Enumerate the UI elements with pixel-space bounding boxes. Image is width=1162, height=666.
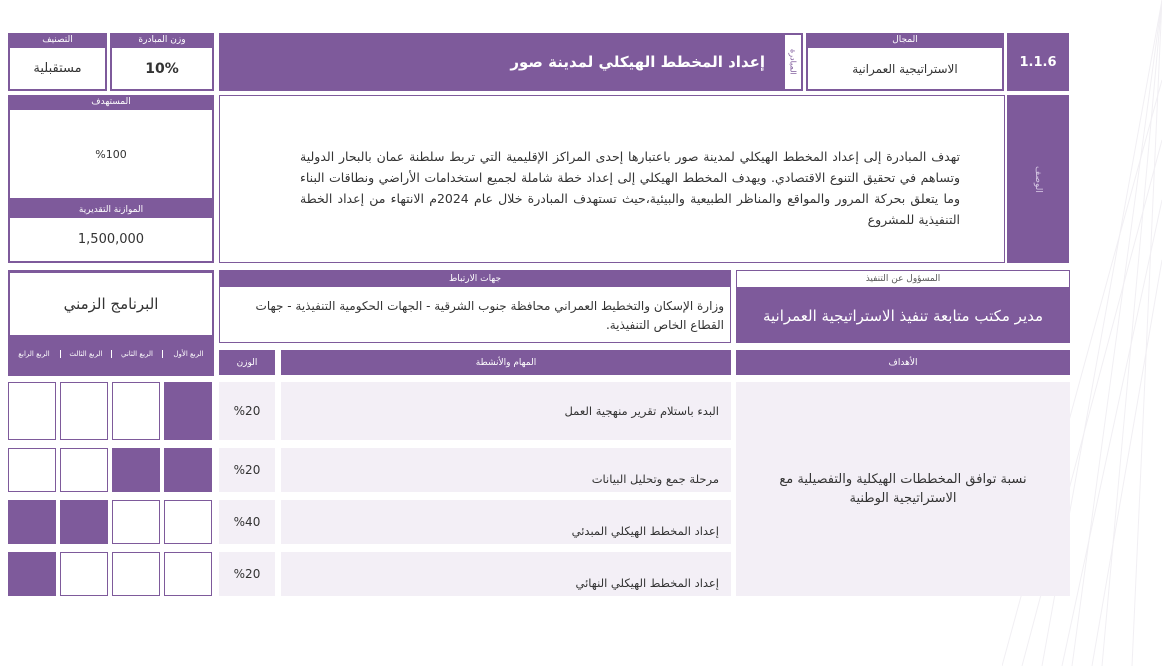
field-box — [806, 33, 1004, 91]
timeline-cell-q1 — [164, 552, 212, 596]
target-value: %100 — [10, 110, 212, 198]
task-name: إعداد المخطط الهيكلي المبدئي — [571, 524, 719, 538]
classification-label: التصنيف — [42, 35, 73, 45]
weight-box — [110, 33, 214, 91]
responsible-value: مدير مكتب متابعة تنفيذ الاستراتيجية العمرانية — [762, 306, 1044, 325]
task-name-cell — [281, 552, 731, 596]
classification-box — [8, 33, 107, 91]
task-weight-cell: %20 — [219, 552, 275, 596]
timeline-cell-q2 — [112, 500, 160, 544]
liaison-box — [219, 270, 731, 343]
field-label: المجال — [892, 35, 918, 45]
liaison-label: جهات الارتباط — [220, 271, 730, 287]
quarter-label-1: الربع الأول — [162, 350, 214, 358]
task-name-cell — [281, 448, 731, 492]
classification-value: مستقبلية — [10, 48, 105, 89]
objectives-header: الأهداف — [736, 350, 1070, 375]
description-box — [219, 95, 1005, 263]
timeline-cell-q3 — [60, 382, 108, 440]
initiative-code — [1007, 33, 1069, 91]
quarter-label-3: الربع الثالث — [60, 350, 111, 358]
budget-value: 1,500,000 — [10, 218, 212, 261]
timeline-cell-q4 — [8, 382, 56, 440]
weight-label: وزن المبادرة — [138, 35, 186, 45]
budget-label: الموازنة التقديرية — [78, 205, 144, 215]
task-weight-cell: %40 — [219, 500, 275, 544]
task-name: مرحلة جمع وتحليل البيانات — [591, 472, 719, 486]
timeline-cell-q4 — [8, 500, 56, 544]
quarter-label-4: الربع الرابع — [18, 350, 50, 358]
description-text: تهدف المبادرة إلى إعداد المخطط الهيكلي لمدينة صور باعتبارها إحدى المراكز الإقليمية التي تربط سلطنة عمان بالبحار الدولية وتساهم في تحقيق التنوع الاقتصادي. ويهدف المخطط الهيكلي إلى إعداد خطة شاملة لجميع استخدامات الأراضي ونطاقات البناء وما يتعلق بحركة المرور والمواقع والمناظر الطبيعية والبيئية،حيث تستهدف المبادرة خلال عام 2024م الانتهاء من إعداد الخطة التنفيذية للمشروع — [300, 149, 960, 227]
timeline-cell-q1 — [164, 500, 212, 544]
target-label: المستهدف — [91, 97, 131, 107]
task-name: إعداد المخطط الهيكلي النهائي — [575, 576, 719, 590]
initiative-box — [219, 33, 803, 91]
task-name: البدء باستلام تقرير منهجية العمل — [564, 404, 719, 418]
target-budget-box — [8, 95, 214, 263]
timeline-title: البرنامج الزمني — [10, 273, 212, 335]
code-text: 1.1.6 — [1019, 54, 1057, 70]
timeline-cell-q3 — [60, 552, 108, 596]
timeline-cell-q1 — [164, 448, 212, 492]
timeline-cell-q3 — [60, 500, 108, 544]
timeline-cell-q3 — [60, 448, 108, 492]
field-value: الاستراتيجية العمرانية — [808, 48, 1002, 89]
timeline-cell-q1 — [164, 382, 212, 440]
timeline-box — [8, 270, 214, 376]
initiative-title: إعداد المخطط الهيكلي لمدينة صور — [510, 53, 765, 71]
initiative-label: المبادرة — [785, 35, 801, 89]
task-weight-cell: %20 — [219, 448, 275, 492]
timeline-cell-q2 — [112, 448, 160, 492]
task-weight-cell: %20 — [219, 382, 275, 440]
tasks-header: المهام والأنشطة — [281, 350, 731, 375]
weight-value: 10% — [112, 48, 212, 89]
timeline-cell-q4 — [8, 448, 56, 492]
quarter-label-2: الربع الثاني — [111, 350, 162, 358]
timeline-cell-q2 — [112, 382, 160, 440]
timeline-cell-q4 — [8, 552, 56, 596]
task-name-cell — [281, 382, 731, 440]
description-label: الوصف — [1033, 165, 1043, 193]
liaison-value: وزارة الإسكان والتخطيط العمراني محافظة جنوب الشرقية - الجهات الحكومية التنفيذية - جهات القطاع الخاص التنفيذية. — [255, 299, 724, 332]
objective-cell — [736, 382, 1070, 596]
description-label-box — [1007, 95, 1069, 263]
quarter-labels — [8, 350, 214, 364]
responsible-box — [736, 270, 1070, 343]
task-name-cell — [281, 500, 731, 544]
objective-text: نسبة توافق المخططات الهيكلية والتفصيلية مع الاستراتيجية الوطنية — [779, 472, 1027, 506]
responsible-label: المسؤول عن التنفيذ — [737, 271, 1069, 287]
weight-header: الوزن — [219, 350, 275, 375]
timeline-cell-q2 — [112, 552, 160, 596]
